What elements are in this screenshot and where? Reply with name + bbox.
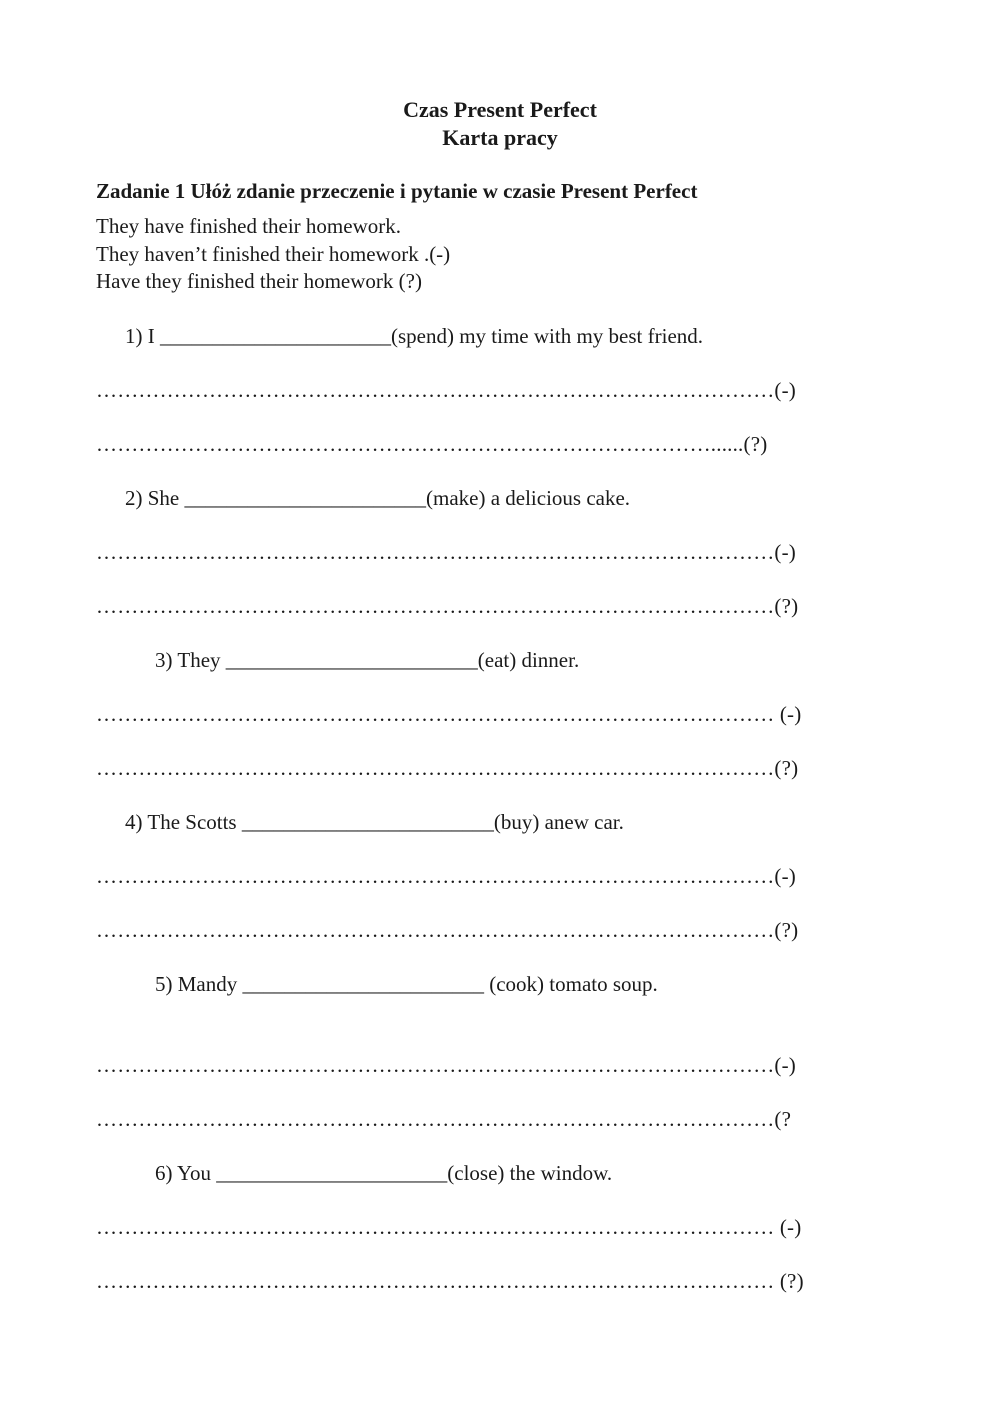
answer-line-question[interactable]: ……………………………………………………………………………………(?) bbox=[96, 918, 799, 942]
answer-line-negative[interactable]: …………………………………………………………………………………… (-) bbox=[96, 1215, 802, 1239]
page-title: Czas Present Perfect bbox=[403, 97, 597, 122]
answer-line-question[interactable]: ……………………………………………………………………………......(?) bbox=[96, 432, 768, 456]
example-question: Have they finished their homework (?) bbox=[96, 269, 422, 293]
answer-line-negative[interactable]: …………………………………………………………………………………… (-) bbox=[96, 702, 802, 726]
answer-line-question[interactable]: ……………………………………………………………………………………(? bbox=[96, 1107, 792, 1131]
page-subtitle: Karta pracy bbox=[442, 125, 558, 150]
exercise-sentence: 4) The Scotts ________________________(buy) anew car. bbox=[125, 810, 624, 834]
example-affirmative: They have finished their homework. bbox=[96, 214, 401, 238]
exercise-sentence: 6) You ______________________(close) the window. bbox=[155, 1161, 613, 1185]
answer-line-negative[interactable]: ……………………………………………………………………………………(-) bbox=[96, 864, 796, 888]
exercise-sentence: 5) Mandy _______________________ (cook) tomato soup. bbox=[155, 972, 658, 996]
answer-line-question[interactable]: …………………………………………………………………………………… (?) bbox=[96, 1269, 804, 1293]
answer-line-question[interactable]: ……………………………………………………………………………………(?) bbox=[96, 756, 799, 780]
example-negative: They haven’t finished their homework .(-) bbox=[96, 242, 451, 266]
answer-line-negative[interactable]: ……………………………………………………………………………………(-) bbox=[96, 1053, 796, 1077]
exercise-sentence: 1) I ______________________(spend) my time with my best friend. bbox=[125, 324, 704, 348]
answer-line-negative[interactable]: ……………………………………………………………………………………(-) bbox=[96, 378, 796, 402]
exercise-sentence: 2) She _______________________(make) a delicious cake. bbox=[125, 486, 631, 510]
exercise-sentence: 3) They ________________________(eat) dinner. bbox=[155, 648, 580, 672]
answer-line-negative[interactable]: ……………………………………………………………………………………(-) bbox=[96, 540, 796, 564]
task-heading: Zadanie 1 Ułóż zdanie przeczenie i pytanie w czasie Present Perfect bbox=[96, 179, 698, 203]
answer-line-question[interactable]: ……………………………………………………………………………………(?) bbox=[96, 594, 799, 618]
